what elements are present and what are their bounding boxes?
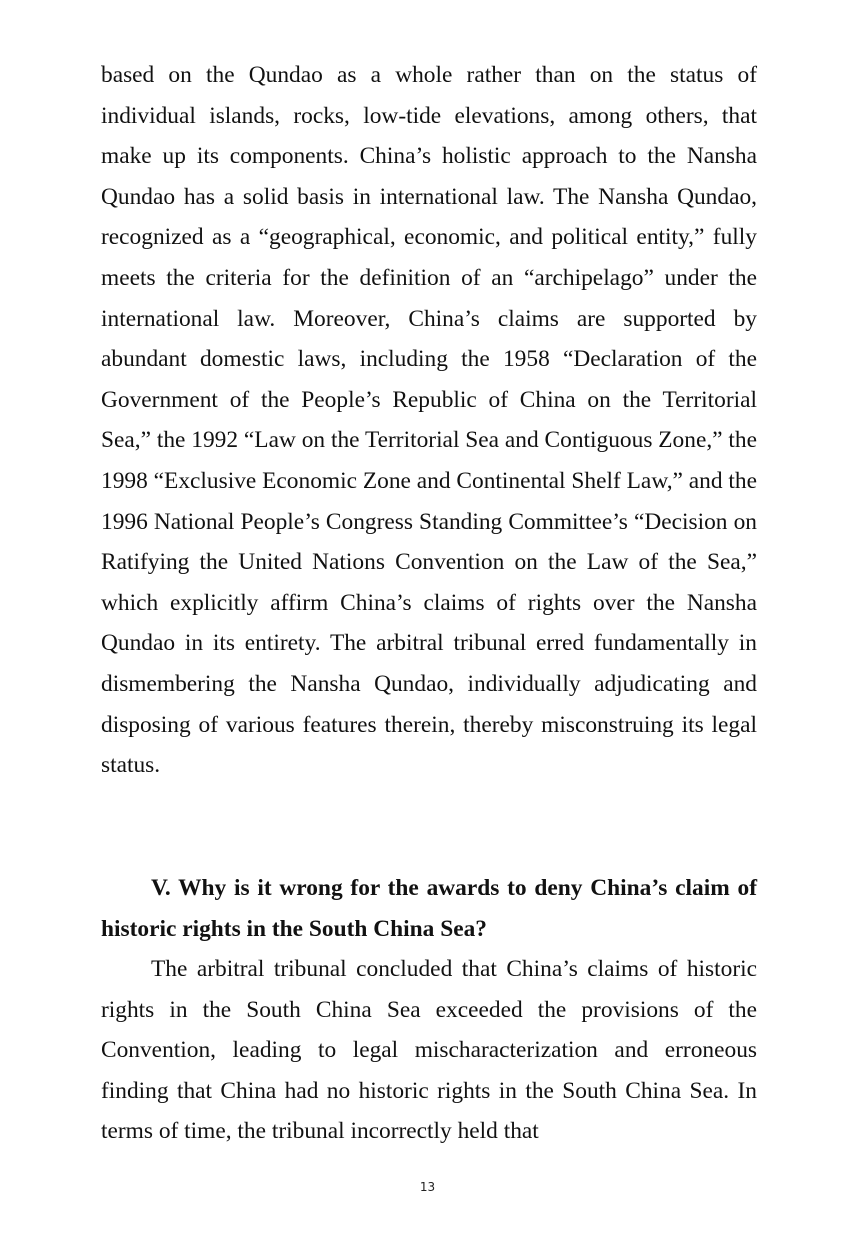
body-paragraph-continued: based on the Qundao as a whole rather than on the status of individual islands, rocks, low-tide elevations, among others, that make up its components. China’s holistic approach to the Nansha Qundao has a solid basis in international law. The Nansha Qundao, recognized as a “geographical, economic, and political entity,” fully meets the criteria for the definition of an “archipelago” under the international law. Moreover, China’s claims are supported by abundant domestic laws, including the 1958 “Declaration of the Government of the People’s Republic of China on the Territorial Sea,” the 1992 “Law on the Territorial Sea and Contiguous Zone,” the 1998 “Exclusive Economic Zone and Continental Shelf Law,” and the 1996 National People’s Congress Standing Committee’s “Decision on Ratifying the United Nations Convention on the Law of the Sea,” which explicitly affirm China’s claims of rights over the Nansha Qundao in its entirety. The arbitral tribunal erred fundamentally in dismembering the Nansha Qundao, individually adjudicating and disposing of various features therein, thereby misconstruing its legal status. xyxy=(101,62,757,779)
body-paragraph-section-v: The arbitral tribunal concluded that China’s claims of historic rights in the South China Sea exceeded the provisions of the Convention, leading to legal mischaracterization and erroneous finding that China had no historic rights in the South China Sea. In terms of time, the tribunal incorrectly held that xyxy=(101,956,757,1145)
section-heading: V. Why is it wrong for the awards to deny China’s claim of historic rights in the South China Sea? xyxy=(101,875,757,942)
page-number: 13 xyxy=(419,1180,436,1194)
